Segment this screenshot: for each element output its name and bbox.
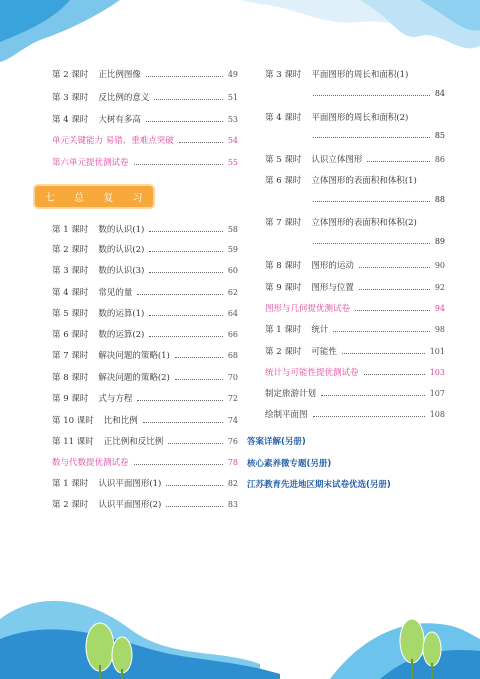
toc-entry-continuation: 89	[313, 237, 445, 246]
toc-entry[interactable]: 第 10 课时 比和比例 74	[52, 415, 238, 426]
toc-entry[interactable]: 第 4 课时 平面图形的周长和面积(2)	[265, 113, 409, 123]
bottom-landscape-decoration	[0, 579, 480, 679]
toc-entry[interactable]: 第 6 课时 立体图形的表面积和体积(1)	[265, 176, 417, 186]
toc-entry-continuation: 84	[313, 89, 445, 98]
exam-selection-link[interactable]: 江苏教育先进地区期末试卷优选(另册)	[247, 480, 391, 490]
toc-entry[interactable]: 第 5 课时 数的运算(1) 64	[52, 308, 238, 319]
toc-test-entry[interactable]: 数与代数提优测试卷 78	[52, 457, 238, 468]
toc-entry[interactable]: 第 1 课时 统计 98	[265, 324, 445, 335]
toc-test-entry[interactable]: 图形与几何提优测试卷 94	[265, 303, 445, 314]
toc-entry[interactable]: 第 4 课时 常见的量 62	[52, 287, 238, 298]
toc-test-entry[interactable]: 第六单元提优测试卷 55	[52, 157, 238, 168]
toc-entry[interactable]: 第 2 课时 可能性 101	[265, 346, 445, 357]
toc-entry[interactable]: 第 9 课时 式与方程 72	[52, 393, 238, 404]
toc-entry[interactable]: 第 2 课时 认识平面图形(2) 83	[52, 499, 238, 510]
toc-entry[interactable]: 第 3 课时 平面图形的周长和面积(1)	[265, 70, 409, 80]
toc-entry[interactable]: 第 8 课时 解决问题的策略(2) 70	[52, 372, 238, 383]
toc-entry[interactable]: 第 1 课时 认识平面图形(1) 82	[52, 478, 238, 489]
toc-entry[interactable]: 第 2 课时 数的认识(2) 59	[52, 244, 238, 255]
toc-entry[interactable]: 绘制平面图 108	[265, 409, 445, 420]
toc-entry[interactable]: 第 8 课时 图形的运动 90	[265, 260, 445, 271]
toc-entry[interactable]: 第 9 课时 图形与位置 92	[265, 282, 445, 293]
toc-test-entry[interactable]: 统计与可能性提优测试卷 103	[265, 367, 445, 378]
toc-entry[interactable]: 第 6 课时 数的运算(2) 66	[52, 329, 238, 340]
micro-topic-link[interactable]: 核心素养微专题(另册)	[247, 459, 332, 469]
toc-entry[interactable]: 第 11 课时 正比例和反比例 76	[52, 436, 238, 447]
toc-entry[interactable]: 第 7 课时 立体图形的表面积和体积(2)	[265, 218, 417, 228]
toc-entry[interactable]: 第 7 课时 解决问题的策略(1) 68	[52, 350, 238, 361]
toc-entry-continuation: 85	[313, 131, 445, 140]
toc-entry[interactable]: 第 1 课时 数的认识(1) 58	[52, 224, 238, 235]
toc-entry[interactable]: 第 3 课时 数的认识(3) 60	[52, 265, 238, 276]
toc-entry[interactable]: 第 3 课时 反比例的意义 51	[52, 92, 238, 103]
toc-entry[interactable]: 第 5 课时 认识立体图形 86	[265, 154, 445, 165]
answer-key-link[interactable]: 答案详解(另册)	[247, 437, 306, 447]
top-wave-decoration	[0, 0, 480, 70]
section-title-badge: 七 总 复 习	[35, 186, 153, 207]
toc-entry[interactable]: 第 2 课时 正比例图像 49	[52, 69, 238, 80]
toc-entry[interactable]: 第 4 课时 大树有多高 53	[52, 114, 238, 125]
toc-entry[interactable]: 制定旅游计划 107	[265, 388, 445, 399]
toc-entry-continuation: 88	[313, 195, 445, 204]
toc-test-entry[interactable]: 单元关键能力 易错、重难点突破 54	[52, 135, 238, 146]
